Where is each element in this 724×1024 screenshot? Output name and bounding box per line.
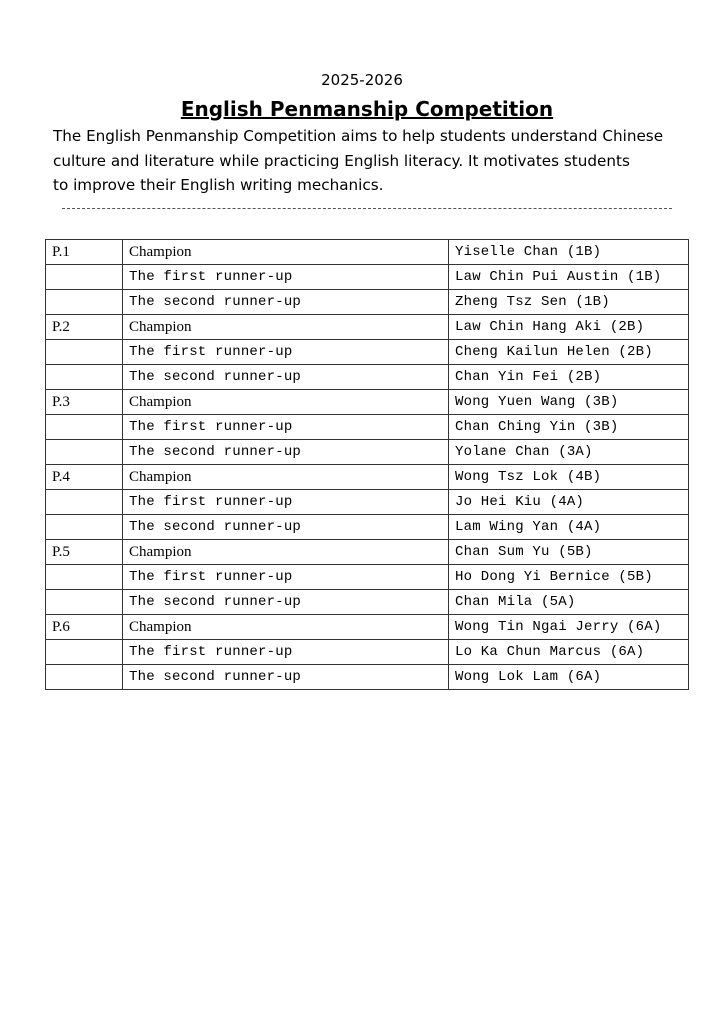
level-cell: P.1 <box>46 240 123 265</box>
level-cell <box>46 265 123 290</box>
level-cell <box>46 665 123 690</box>
results-table-body <box>46 240 689 690</box>
award-cell: Champion <box>123 315 449 340</box>
dashed-divider <box>62 208 672 209</box>
award-cell: The first runner-up <box>123 490 449 515</box>
award-cell: Champion <box>123 615 449 640</box>
winner-name-cell: Cheng Kailun Helen (2B) <box>449 340 689 365</box>
award-cell: The second runner-up <box>123 290 449 315</box>
winner-name-cell: Jo Hei Kiu (4A) <box>449 490 689 515</box>
award-cell: The second runner-up <box>123 365 449 390</box>
level-cell <box>46 565 123 590</box>
winner-name-cell: Wong Yuen Wang (3B) <box>449 390 689 415</box>
intro-paragraph <box>53 124 693 198</box>
intro-line: to improve their English writing mechanics. <box>53 176 384 194</box>
table-row <box>46 540 689 565</box>
level-cell <box>46 290 123 315</box>
winner-name-cell: Chan Mila (5A) <box>449 590 689 615</box>
winner-name-cell: Law Chin Pui Austin (1B) <box>449 265 689 290</box>
award-cell: Champion <box>123 540 449 565</box>
level-cell: P.2 <box>46 315 123 340</box>
winner-name-cell: Zheng Tsz Sen (1B) <box>449 290 689 315</box>
table-row <box>46 365 689 390</box>
table-row <box>46 490 689 515</box>
level-cell <box>46 590 123 615</box>
award-cell: The second runner-up <box>123 440 449 465</box>
winner-name-cell: Wong Tsz Lok (4B) <box>449 465 689 490</box>
winner-name-cell: Yiselle Chan (1B) <box>449 240 689 265</box>
level-cell <box>46 640 123 665</box>
level-cell: P.4 <box>46 465 123 490</box>
winner-name-cell: Wong Lok Lam (6A) <box>449 665 689 690</box>
award-cell: Champion <box>123 465 449 490</box>
table-row <box>46 665 689 690</box>
table-row <box>46 640 689 665</box>
level-cell <box>46 365 123 390</box>
award-cell: The second runner-up <box>123 665 449 690</box>
academic-year: 2025-2026 <box>321 71 403 89</box>
level-cell <box>46 490 123 515</box>
table-row <box>46 465 689 490</box>
table-row <box>46 615 689 640</box>
award-cell: The second runner-up <box>123 515 449 540</box>
table-row <box>46 415 689 440</box>
level-cell <box>46 340 123 365</box>
table-row <box>46 240 689 265</box>
winner-name-cell: Chan Ching Yin (3B) <box>449 415 689 440</box>
winner-name-cell: Law Chin Hang Aki (2B) <box>449 315 689 340</box>
table-row <box>46 340 689 365</box>
intro-line: The English Penmanship Competition aims to help students understand Chinese <box>53 127 664 145</box>
winner-name-cell: Yolane Chan (3A) <box>449 440 689 465</box>
level-cell <box>46 515 123 540</box>
winner-name-cell: Lo Ka Chun Marcus (6A) <box>449 640 689 665</box>
level-cell: P.6 <box>46 615 123 640</box>
table-row <box>46 315 689 340</box>
intro-line: culture and literature while practicing English literacy. It motivates students <box>53 151 630 170</box>
table-row <box>46 265 689 290</box>
winner-name-cell: Chan Yin Fei (2B) <box>449 365 689 390</box>
winner-name-cell: Chan Sum Yu (5B) <box>449 540 689 565</box>
level-cell <box>46 440 123 465</box>
award-cell: The first runner-up <box>123 565 449 590</box>
award-cell: The first runner-up <box>123 340 449 365</box>
level-cell: P.3 <box>46 390 123 415</box>
table-row <box>46 440 689 465</box>
winner-name-cell: Lam Wing Yan (4A) <box>449 515 689 540</box>
level-cell: P.5 <box>46 540 123 565</box>
table-row <box>46 390 689 415</box>
results-table <box>45 239 689 690</box>
winner-name-cell: Wong Tin Ngai Jerry (6A) <box>449 615 689 640</box>
table-row <box>46 515 689 540</box>
award-cell: The first runner-up <box>123 640 449 665</box>
table-row <box>46 590 689 615</box>
table-row <box>46 290 689 315</box>
award-cell: The second runner-up <box>123 590 449 615</box>
award-cell: Champion <box>123 390 449 415</box>
table-row <box>46 565 689 590</box>
award-cell: The first runner-up <box>123 265 449 290</box>
award-cell: Champion <box>123 240 449 265</box>
award-cell: The first runner-up <box>123 415 449 440</box>
level-cell <box>46 415 123 440</box>
document-title: English Penmanship Competition <box>180 97 554 121</box>
winner-name-cell: Ho Dong Yi Bernice (5B) <box>449 565 689 590</box>
